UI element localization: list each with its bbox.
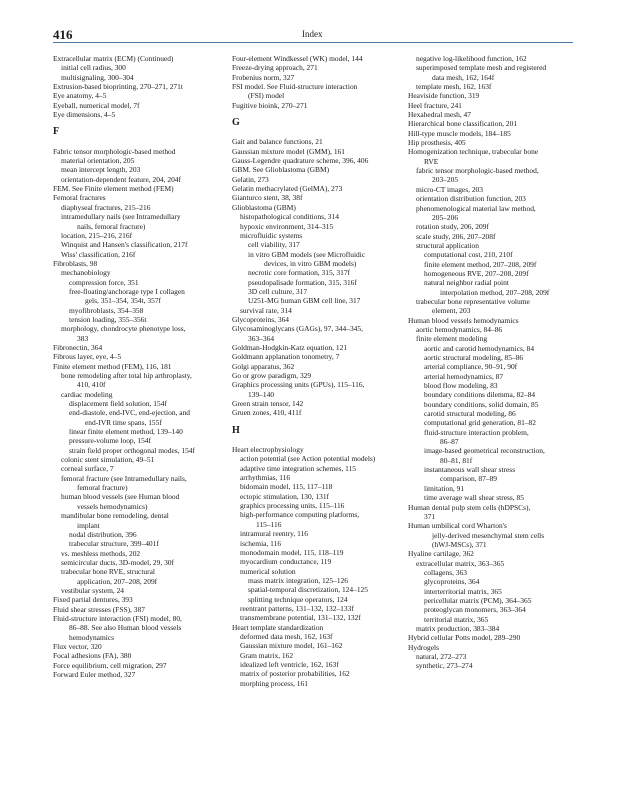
index-subentry: blood flow modeling, 83 xyxy=(424,381,498,391)
section-spacer xyxy=(53,137,230,146)
index-subentry: computational cost, 210, 210f xyxy=(424,250,513,260)
index-subentry: femoral fracture) xyxy=(77,483,128,493)
index-entry: Hierarchical bone classification, 201 xyxy=(408,119,518,129)
running-header: Index xyxy=(302,29,323,39)
index-entry: Eye anatomy, 4–5 xyxy=(53,91,107,101)
index-subentry: fabric tensor morphologic-based method, xyxy=(416,166,539,176)
index-subentry: monodomain model, 115, 118–119 xyxy=(240,547,344,557)
index-subentry: femoral fracture (see Intramedullary nails, xyxy=(61,473,187,483)
index-subentry: 203–205 xyxy=(432,175,459,185)
index-subentry: compression force, 351 xyxy=(69,277,139,287)
index-subentry: mass matrix integration, 125–126 xyxy=(248,575,348,585)
index-entry: Goldmann applanation tonometry, 7 xyxy=(232,352,340,362)
index-subentry: data mesh, 162, 164f xyxy=(432,72,495,82)
index-subentry: element, 203 xyxy=(432,306,471,316)
index-subentry: RVE xyxy=(424,156,439,166)
index-entry: Go or grow paradigm, 329 xyxy=(232,371,312,380)
index-entry: Graphics processing units (GPUs), 115–116, xyxy=(232,380,365,390)
index-subentry: hypoxic environment, 314–315 xyxy=(240,221,334,231)
index-subentry: trabecular bone representative volume xyxy=(416,296,530,306)
index-subentry: cell viability, 317 xyxy=(248,240,300,250)
index-entry: Hybrid cellular Potts model, 289–290 xyxy=(408,633,521,643)
index-entry: Heart template standardization xyxy=(232,622,324,632)
index-subentry: location, 215–216, 216f xyxy=(61,230,133,240)
index-entry: Gruen zones, 410, 411f xyxy=(232,408,302,418)
index-entry: Hexahedral mesh, 47 xyxy=(408,110,471,120)
index-entry: Golgi apparatus, 362 xyxy=(232,361,295,371)
index-entry: Glioblastoma (GBM) xyxy=(232,202,296,212)
index-subentry: finite element method, 207–208, 209f xyxy=(424,259,537,269)
index-subentry: 86–87 xyxy=(440,437,459,447)
index-subentry: 205–206 xyxy=(432,212,459,222)
index-subentry: devices, in vitro GBM models) xyxy=(264,258,357,268)
index-subentry: (FSI) model xyxy=(248,91,285,101)
index-subentry: U251-MG human GBM cell line, 317 xyxy=(248,296,361,306)
index-entry: Gelatin methacrylated (GelMA), 273 xyxy=(232,184,343,194)
index-subentry: instantaneous wall shear stress xyxy=(424,465,516,475)
index-subentry: semicircular ducts, 3D-model, 29, 30f xyxy=(61,557,174,567)
index-subentry: necrotic core formation, 315, 317f xyxy=(248,268,351,278)
index-subentry: extracellular matrix, 363–365 xyxy=(416,558,505,568)
index-subentry: 3D cell culture, 317 xyxy=(248,286,308,296)
index-subentry: synthetic, 273–274 xyxy=(416,661,473,671)
index-entry: Hill-type muscle models, 184–185 xyxy=(408,128,511,138)
index-entry: Extracellular matrix (ECM) (Continued) xyxy=(53,54,174,63)
index-subentry: morphing process, 161 xyxy=(240,678,308,688)
index-entry: Forward Euler method, 327 xyxy=(53,670,136,679)
index-subentry: hemodynamics xyxy=(69,632,115,642)
index-subentry: reentrant patterns, 131–132, 132–133f xyxy=(240,603,354,613)
index-entry: Finite element method (FEM), 116, 181 xyxy=(53,361,172,371)
index-subentry: mean intercept length, 203 xyxy=(61,165,141,175)
index-entry: Eye dimensions, 4–5 xyxy=(53,110,116,120)
index-entry: Frobenius norm, 327 xyxy=(232,72,295,82)
index-subentry: Winquist and Hansen's classification, 217f xyxy=(61,240,188,250)
index-subentry: 86–88. See also Human blood vessels xyxy=(69,623,182,633)
index-subentry: nodal distribution, 396 xyxy=(69,529,137,539)
index-subentry: morphology, chondrocyte phenotype loss, xyxy=(61,324,186,334)
index-entry: Human dental pulp stem cells (hDPSCs), xyxy=(408,502,531,512)
index-subentry: Gram matrix, 162 xyxy=(240,650,294,660)
index-subentry: 80–81, 81f xyxy=(440,455,473,465)
index-entry: Human blood vessels hemodynamics xyxy=(408,315,519,325)
index-entry: FEM. See Finite element method (FEM) xyxy=(53,184,174,194)
index-subentry: action potential (see Action potential models) xyxy=(240,454,376,464)
index-subentry: numerical solution xyxy=(240,566,296,576)
index-subentry: survival rate, 314 xyxy=(240,305,292,315)
index-subentry: end-diastole, end-IVC, end-ejection, and xyxy=(69,408,191,418)
index-entry: Heel fracture, 241 xyxy=(408,100,462,110)
index-subentry: computational grid generation, 81–82 xyxy=(424,418,536,428)
page-number: 416 xyxy=(53,27,73,42)
index-subentry: matrix production, 383–384 xyxy=(416,623,500,633)
index-entry: Fabric tensor morphologic-based method xyxy=(53,146,176,156)
section-spacer xyxy=(232,436,404,445)
index-column-2 xyxy=(232,54,404,688)
section-letter: G xyxy=(232,117,240,129)
index-subentry: micro-CT images, 203 xyxy=(416,184,483,194)
index-entry: Fluid shear stresses (FSS), 387 xyxy=(53,604,145,614)
index-subentry: finite element modeling xyxy=(416,334,488,344)
index-entry: Four-element Windkessel (WK) model, 144 xyxy=(232,54,363,63)
index-subentry: mandibular bone remodeling, dental xyxy=(61,511,169,521)
index-subentry: aortic structural modeling, 85–86 xyxy=(424,353,524,362)
index-subentry: 371 xyxy=(424,511,436,521)
index-subentry: myofibroblasts, 354–358 xyxy=(69,305,144,315)
index-subentry: comparison, 87–89 xyxy=(440,474,498,484)
index-entry: Eyeball, numerical model, 7f xyxy=(53,100,140,110)
index-subentry: arrhythmias, 116 xyxy=(240,473,291,483)
index-subentry: colonic stent simulation, 49–51 xyxy=(61,455,155,465)
index-entry: Extrusion-based bioprinting, 270–271, 271t xyxy=(53,82,183,92)
index-subentry: homogeneous RVE, 207–208, 209f xyxy=(424,268,529,278)
index-entry: Fibroblasts, 98 xyxy=(53,258,98,268)
index-subentry: rotation study, 206, 209f xyxy=(416,222,489,232)
index-entry: Focal adhesions (FA), 380 xyxy=(53,651,132,661)
index-subentry: intramedullary nails (see Intramedullary xyxy=(61,212,181,222)
index-entry: Force equilibrium, cell migration, 297 xyxy=(53,660,167,670)
index-entry: Hip prosthesis, 405 xyxy=(408,138,466,148)
index-subentry: negative log-likelihood function, 162 xyxy=(416,54,527,63)
index-entry: Heart electrophysiology xyxy=(232,445,304,455)
index-subentry: ischemia, 116 xyxy=(240,538,282,548)
index-entry: Hyaline cartilage, 362 xyxy=(408,549,474,559)
index-entry: Fibrous layer, eye, 4–5 xyxy=(53,352,122,362)
index-subentry: orientation-dependent feature, 204, 204f xyxy=(61,174,181,184)
index-subentry: pseudopalisade formation, 315, 316f xyxy=(248,277,357,287)
index-subentry: trabecular bone RVE, structural xyxy=(61,567,155,577)
index-subentry: bidomain model, 115, 117–118 xyxy=(240,482,333,492)
index-subentry: myocardium conductance, 119 xyxy=(240,557,332,567)
index-subentry: mechanobiology xyxy=(61,268,111,278)
index-subentry: superimposed template mesh and registered xyxy=(416,63,547,73)
index-subentry: diaphyseal fractures, 215–216 xyxy=(61,202,151,212)
index-subentry: natural, 272–273 xyxy=(416,652,467,661)
index-subentry: in vitro GBM models (see Microfluidic xyxy=(248,249,366,259)
index-entry: Gaussian mixture model (GMM), 161 xyxy=(232,146,345,156)
index-entry: Fibronectin, 364 xyxy=(53,342,103,352)
index-subentry: collagens, 363 xyxy=(424,567,467,577)
index-subentry: territorial matrix, 365 xyxy=(424,614,489,624)
index-entry: Heaviside function, 319 xyxy=(408,91,480,101)
index-entry: Green strain tensor, 142 xyxy=(232,399,304,409)
section-letter: H xyxy=(232,424,240,436)
index-subentry: 410, 410f xyxy=(77,380,106,390)
index-subentry: boundary conditions dilemma, 82–84 xyxy=(424,390,536,400)
header-rule xyxy=(53,42,573,43)
index-entry: Hydrogels xyxy=(408,642,439,652)
index-subentry: implant xyxy=(77,520,100,530)
section-letter: F xyxy=(53,126,60,138)
index-subentry: fluid-structure interaction problem, xyxy=(424,427,529,437)
index-entry: Flux vector, 320 xyxy=(53,641,102,651)
index-subentry: aortic and carotid hemodynamics, 84 xyxy=(424,343,535,353)
index-subentry: bone remodeling after total hip arthroplasty, xyxy=(61,371,192,380)
index-subentry: 363–364 xyxy=(248,333,275,343)
index-subentry: adaptive time integration schemes, 115 xyxy=(240,463,357,473)
index-subentry: image-based geometrical reconstruction, xyxy=(424,446,545,456)
index-subentry: Gaussian mixture model, 161–162 xyxy=(240,641,343,651)
index-subentry: time average wall shear stress, 85 xyxy=(424,493,524,503)
index-entry: Fixed partial dentures, 393 xyxy=(53,595,133,605)
index-subentry: linear finite element method, 139–140 xyxy=(69,427,183,437)
index-entry: Homogenization technique, trabecular bone xyxy=(408,147,539,157)
index-subentry: graphics processing units, 115–116 xyxy=(240,501,345,511)
index-subentry: interterritorial matrix, 365 xyxy=(424,586,502,596)
index-subentry: 383 xyxy=(77,333,89,343)
index-subentry: corneal surface, 7 xyxy=(61,464,114,474)
index-subentry: 115–116 xyxy=(256,519,282,529)
index-subentry: trabecular structure, 399–401f xyxy=(69,539,159,549)
index-subentry: histopathological conditions, 314 xyxy=(240,212,339,222)
index-subentry: orientation distribution function, 203 xyxy=(416,194,526,204)
index-subentry: application, 207–208, 209f xyxy=(77,576,158,586)
index-subentry: end-IVR time spans, 155f xyxy=(85,417,162,427)
index-subentry: structural application xyxy=(416,240,479,250)
index-entry: Goldman-Hodgkin-Katz equation, 121 xyxy=(232,342,348,352)
section-spacer xyxy=(232,128,404,137)
index-entry: Gait and balance functions, 21 xyxy=(232,137,323,147)
index-entry: GBM. See Glioblastoma (GBM) xyxy=(232,165,330,175)
index-subentry: aortic hemodynamics, 84–86 xyxy=(416,324,503,334)
index-subentry: Wiss' classification, 216f xyxy=(61,249,136,259)
index-subentry: carotid structural modeling, 86 xyxy=(424,409,516,419)
index-subentry: high-performance computing platforms, xyxy=(240,510,360,520)
index-entry: Human umbilical cord Wharton's xyxy=(408,521,507,531)
index-entry: FSI model. See Fluid-structure interaction xyxy=(232,82,358,92)
index-subentry: initial cell radius, 300 xyxy=(61,63,126,73)
index-subentry: arterial compliance, 90–91, 90f xyxy=(424,362,518,372)
index-subentry: gels, 351–354, 354t, 357f xyxy=(85,296,162,306)
index-subentry: displacement field solution, 154f xyxy=(69,399,167,409)
index-subentry: material orientation, 205 xyxy=(61,156,135,166)
index-subentry: phenomenological material law method, xyxy=(416,203,536,213)
index-entry: Glycoproteins, 364 xyxy=(232,314,290,324)
index-column-1 xyxy=(53,54,230,679)
index-subentry: template mesh, 162, 163f xyxy=(416,82,492,92)
index-subentry: microfluidic systems xyxy=(240,230,303,240)
index-subentry: tension loading, 355–356t xyxy=(69,314,147,324)
index-subentry: (hWJ-MSCs), 371 xyxy=(432,539,487,549)
index-subentry: interpolation method, 207–208, 209f xyxy=(440,287,550,297)
index-subentry: glycoproteins, 364 xyxy=(424,577,480,587)
index-subentry: pressure-volume loop, 154f xyxy=(69,436,152,446)
index-entry: Gianturco stent, 38, 38f xyxy=(232,193,303,203)
index-subentry: intramural reentry, 116 xyxy=(240,529,309,539)
index-entry: Fluid-structure interaction (FSI) model, 80, xyxy=(53,613,182,623)
index-entry: Gelatin, 273 xyxy=(232,174,269,184)
index-subentry: splitting technique operators, 124 xyxy=(248,594,348,604)
index-entry: Gauss-Legendre quadrature scheme, 396, 406 xyxy=(232,156,369,166)
index-subentry: boundary conditions, solid domain, 85 xyxy=(424,399,539,409)
index-subentry: vs. meshless methods, 202 xyxy=(61,548,141,558)
index-subentry: limitation, 91 xyxy=(424,483,465,493)
index-subentry: spatial-temporal discretization, 124–125 xyxy=(248,585,368,595)
index-subentry: idealized left ventricle, 162, 163f xyxy=(240,659,339,669)
index-subentry: transmembrane potential, 131–132, 132f xyxy=(240,613,361,623)
index-entry: Glycosaminoglycans (GAGs), 97, 344–345, xyxy=(232,324,363,334)
index-subentry: nails, femoral fracture) xyxy=(77,221,146,231)
index-subentry: vestibular system, 24 xyxy=(61,585,125,595)
index-subentry: vessels hemodynamics) xyxy=(77,501,148,511)
index-subentry: human blood vessels (see Human blood xyxy=(61,492,180,502)
index-subentry: 139–140 xyxy=(248,389,275,399)
index-entry: Femoral fractures xyxy=(53,193,106,203)
index-subentry: deformed data mesh, 162, 163f xyxy=(240,631,333,641)
index-subentry: free-floating/anchorage type I collagen xyxy=(69,286,185,296)
index-subentry: natural neighbor radial point xyxy=(424,278,509,288)
index-subentry: multisignaling, 300–304 xyxy=(61,72,134,82)
index-subentry: jelly-derived mesenchymal stem cells xyxy=(432,530,545,540)
index-subentry: proteoglycan monomers, 363–364 xyxy=(424,605,526,615)
index-column-3 xyxy=(408,54,576,671)
index-subentry: ectopic stimulation, 130, 131f xyxy=(240,491,330,501)
index-subentry: strain field proper orthogonal modes, 154f xyxy=(69,445,195,455)
index-subentry: pericellular matrix (PCM), 364–365 xyxy=(424,595,532,605)
index-entry: Fugitive bioink, 270–271 xyxy=(232,100,308,110)
index-subentry: matrix of posterior probabilities, 162 xyxy=(240,669,350,679)
index-entry: Freeze-drying approach, 271 xyxy=(232,63,318,73)
index-subentry: arterial hemodynamics, 87 xyxy=(424,371,504,381)
index-subentry: scale study, 206, 207–208f xyxy=(416,231,496,241)
index-subentry: cardiac modeling xyxy=(61,389,113,399)
